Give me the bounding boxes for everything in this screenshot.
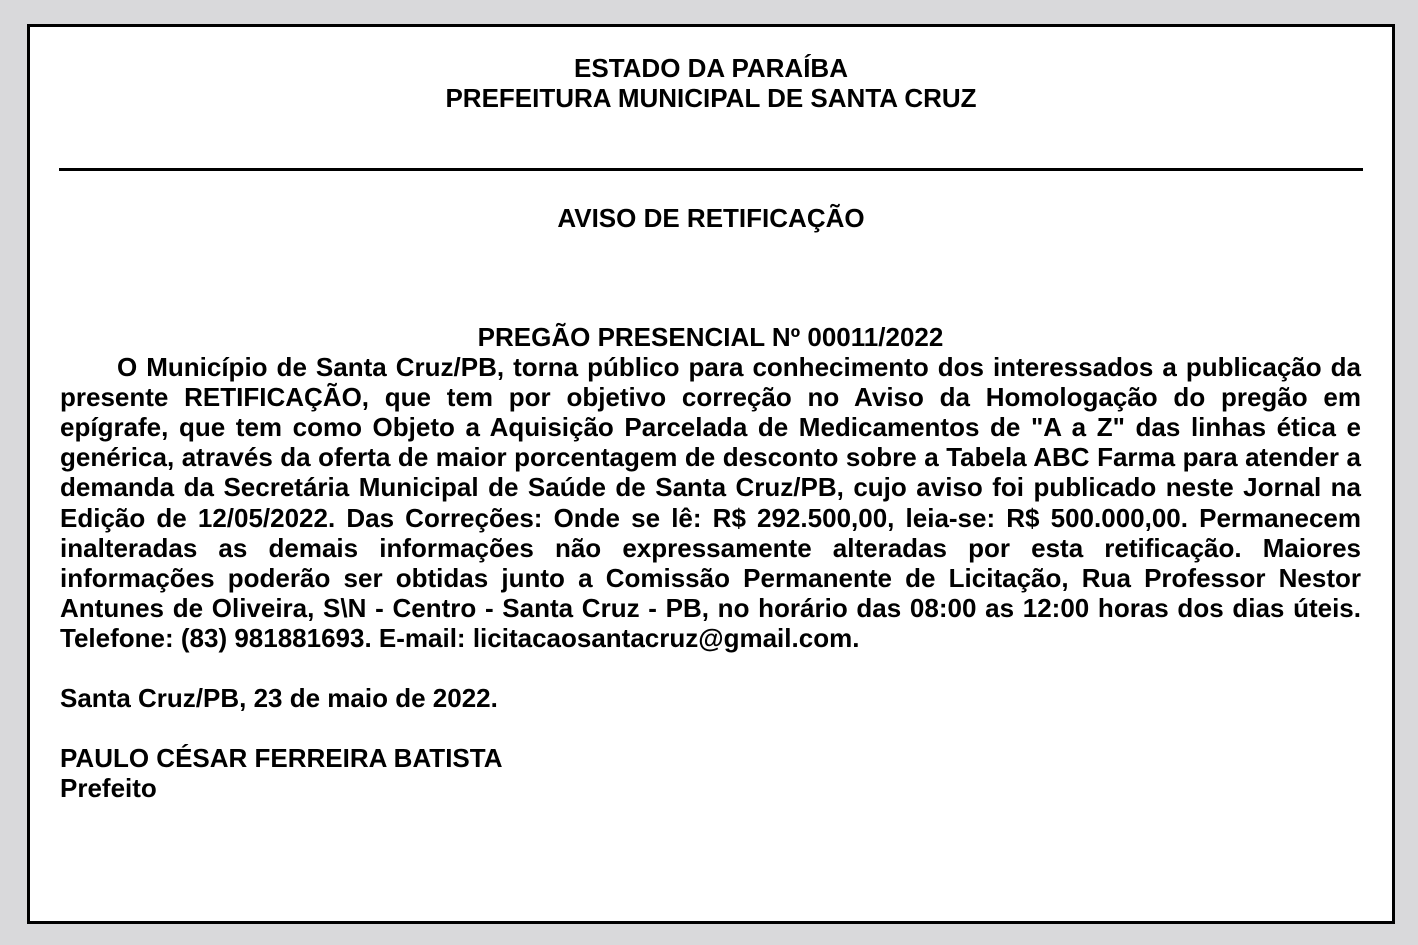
notice-body: O Município de Santa Cruz/PB, torna público para conhecimento dos interessados a publicação da presente RETIFICAÇÃO, que tem por objetivo correção no Aviso da Homologação do pregão em epígrafe, que tem como Objeto a Aquisição Parcelada de Medicamentos de "A a Z" das linhas ética e genérica, através da oferta de maior porcentagem de desconto sobre a Tabela ABC Farma para atender a demanda da Secretária Municipal de Saúde de Santa Cruz/PB, cujo aviso foi publicado neste Jornal na Edição de 12/05/2022. Das Correções: Onde se lê: R$ 292.500,00, leia-se: R$ 500.000,00. Permanecem inalteradas as demais informações não expressamente alteradas por esta retificação. Maiores informações poderão ser obtidas junto a Comissão Permanente de Licitação, Rua Professor Nestor Antunes de Oliveira, S\N - Centro - Santa Cruz - PB, no horário das 08:00 as 12:00 horas dos dias úteis. Telefone: (83) 981881693. E-mail: licitacaosantacruz@gmail.com. [60,352,1361,653]
pregao-title: PREGÃO PRESENCIAL Nº 00011/2022 [477,322,944,352]
notice-title: AVISO DE RETIFICAÇÃO [557,203,865,233]
header-divider [59,168,1363,171]
municipality-heading: PREFEITURA MUNICIPAL DE SANTA CRUZ [445,83,977,113]
signature-block [60,743,1361,803]
notice-content [60,322,1361,803]
notice-frame [27,24,1395,924]
document-header [30,53,1392,113]
date-line: Santa Cruz/PB, 23 de maio de 2022. [60,683,498,714]
signatory-role: Prefeito [60,773,157,804]
signatory-name: PAULO CÉSAR FERREIRA BATISTA [60,743,503,774]
state-heading: ESTADO DA PARAÍBA [574,53,848,83]
